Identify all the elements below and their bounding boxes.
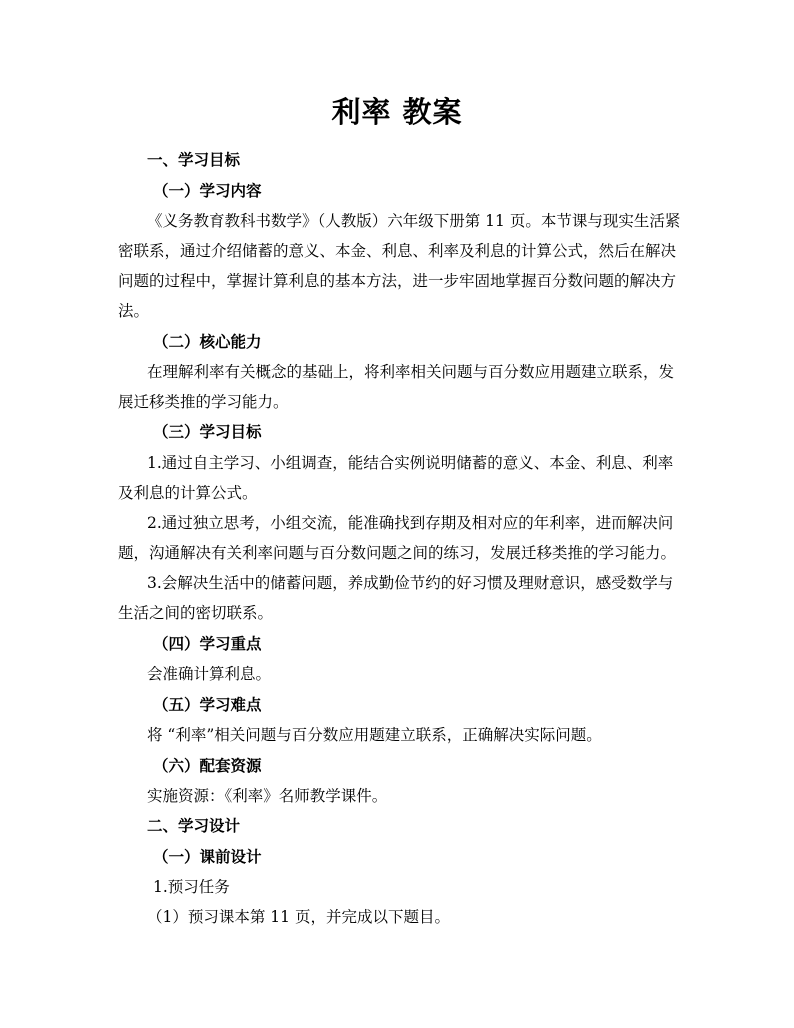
subsection-heading-content: （一）学习内容 [153,181,262,200]
subsection-heading-key-points: （四）学习重点 [153,634,262,653]
paragraph-line: 《义务教育教科书数学》（人教版）六年级下册第 11 页。本节课与现实生活紧 [147,212,681,230]
objective-line: 题，沟通解决有关利率问题与百分数问题之间的练习，发展迁移类推的学习能力。 [118,544,677,562]
subsection-heading-pre-class: （一）课前设计 [153,847,262,866]
paragraph-line: 密联系，通过介绍储蓄的意义、本金、利息、利率及利息的计算公式，然后在解决 [118,242,677,260]
paragraph-line: 实施资源：《利率》名师教学课件。 [147,787,388,805]
paragraph-line: 在理解利率有关概念的基础上，将利率相关问题与百分数应用题建立联系，发 [147,363,675,381]
subsection-heading-resources: （六）配套资源 [153,756,262,775]
section-heading-learning-goals: 一、学习目标 [147,150,241,169]
objective-line: 及利息的计算公式。 [118,484,258,502]
subsection-heading-core-ability: （二）核心能力 [153,332,262,351]
objective-line: 3.会解决生活中的储蓄问题，养成勤俭节约的好习惯及理财意识，感受数学与 [147,574,674,592]
section-heading-learning-design: 二、学习设计 [147,816,241,835]
list-subitem: （1）预习课本第 11 页，并完成以下题目。 [147,908,450,926]
objective-line: 生活之间的密切联系。 [118,604,274,622]
paragraph-line: 法。 [118,302,150,320]
paragraph-line: 会准确计算利息。 [147,665,272,683]
paragraph-line: 将 “利率”相关问题与百分数应用题建立联系，正确解决实际问题。 [147,726,602,744]
objective-line: 1.通过自主学习、小组调查，能结合实例说明储蓄的意义、本金、利息、利率 [147,454,674,472]
subsection-heading-difficulties: （五）学习难点 [153,695,262,714]
list-item: 1.预习任务 [153,878,230,896]
paragraph-line: 问题的过程中，掌握计算利息的基本方法，进一步牢固地掌握百分数问题的解决方 [118,272,677,290]
paragraph-line: 展迁移类推的学习能力。 [118,393,289,411]
subsection-heading-objectives: （三）学习目标 [153,422,262,441]
objective-line: 2.通过独立思考，小组交流，能准确找到存期及相对应的年利率，进而解决问 [147,514,674,532]
document-title: 利率 教案 [331,95,463,129]
